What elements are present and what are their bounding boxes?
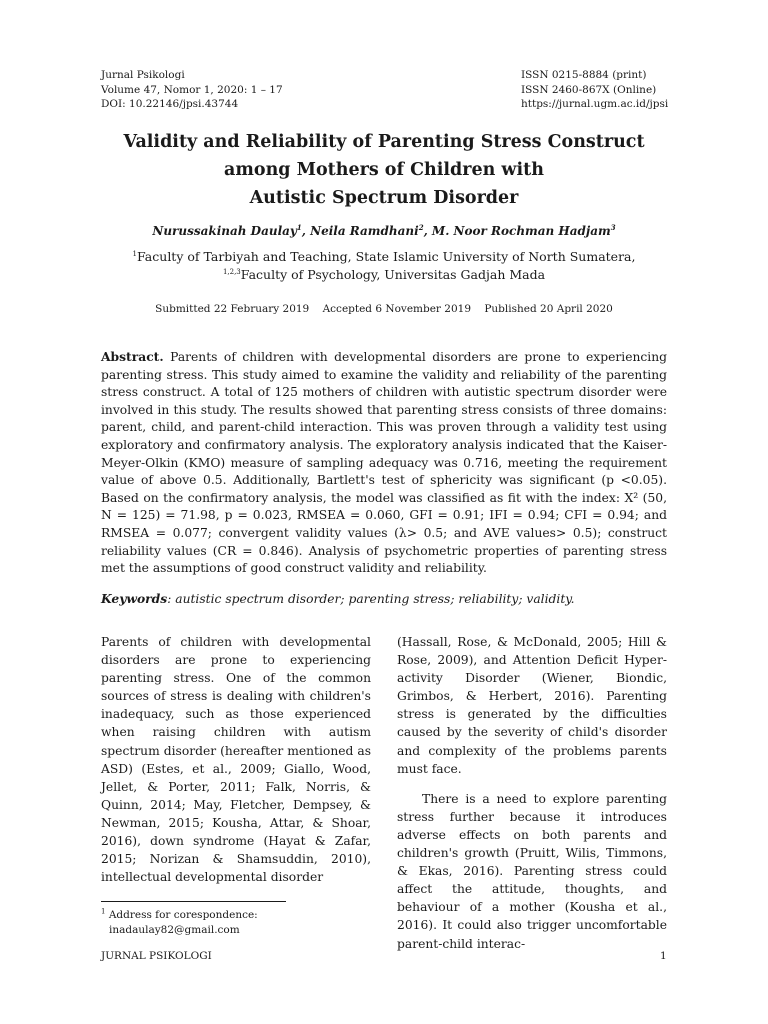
accepted-date: Accepted 6 November 2019 xyxy=(322,303,472,315)
affiliation-text: Faculty of Tarbiyah and Teaching, State Islamic University of North Sumatera, xyxy=(136,249,636,264)
body-column-right xyxy=(397,633,667,953)
abstract xyxy=(101,348,667,578)
journal-volume: Volume 47, Nomor 1, 2020: 1 – 17 xyxy=(101,83,283,96)
footnote-divider xyxy=(101,901,286,902)
affiliation-mark: 1 xyxy=(132,249,137,258)
abstract-label: Abstract. xyxy=(101,349,164,364)
footnote-label: Address for corespondence: xyxy=(108,909,258,921)
submitted-date: Submitted 22 February 2019 xyxy=(155,303,310,315)
page-number: 1 xyxy=(660,950,667,962)
body-paragraph: (Hassall, Rose, & McDonald, 2005; Hill & Rose, 2009), and Attention Deficit Hyper-activity Disorder (Wiener, Biondic, Grimbos, & Herbert, 2016). Parenting stress is generated by the difficulties caused by the severity of child's disorder and complexity of the problems parents must face. xyxy=(397,635,667,776)
body-column-left xyxy=(101,633,371,886)
keywords xyxy=(101,591,667,606)
issn-print: ISSN 0215-8884 (print) xyxy=(521,69,647,81)
affiliation-mark: 1,2,3 xyxy=(222,267,241,276)
author-name: M. Noor Rochman Hadjam xyxy=(431,224,611,238)
author-affiliation-mark: 2 xyxy=(418,223,424,232)
footnote-mark: 1 xyxy=(101,907,106,916)
journal-name: Jurnal Psikologi xyxy=(101,69,185,81)
body-paragraph: Parents of children with developmental disorders are prone to experiencing parenting stress. One of the common sources of stress is dealing with children's inadequacy, such as those experienced when raising children with autism spectrum disorder (hereafter mentioned as ASD) (Estes, et al., 2009; Giallo, Wood, Jellet, & Porter, 2011; Falk, Norris, & Quinn, 2014; May, Fletcher, Dempsey, & Newman, 2015; Kousha, Attar, & Shoar, 2016), down syndrome (Hayat & Zafar, 2015; Norizan & Shamsuddin, 2010), intellectual developmental disorder xyxy=(101,635,371,885)
author-name: Nurussakinah Daulay xyxy=(152,224,297,238)
keywords-text: : autistic spectrum disorder; parenting stress; reliability; validity. xyxy=(167,592,575,606)
journal-url[interactable]: https://jurnal.ugm.ac.id/jpsi xyxy=(521,98,669,111)
footnote xyxy=(101,908,258,937)
affiliation-1 xyxy=(80,249,688,264)
publication-dates xyxy=(80,303,688,315)
affiliation-2 xyxy=(80,267,688,282)
author-separator: , xyxy=(301,224,311,238)
author-affiliation-mark: 1 xyxy=(296,223,302,232)
affiliation-text: Faculty of Psychology, Universitas Gadjah Mada xyxy=(240,267,546,282)
published-date: Published 20 April 2020 xyxy=(484,303,613,315)
title-line-1: Validity and Reliability of Parenting Stress Construct xyxy=(123,132,645,152)
body-paragraph: There is a need to explore parenting stress further because it introduces adverse effects on both parents and children's growth (Pruitt, Wilis, Timmons, & Ekas, 2016). Parenting stress could affect the attitude, thoughts, and behaviour of a mother (Kousha et al., 2016). It could also trigger uncomfortable parent-child interac- xyxy=(397,791,667,951)
issn-online: ISSN 2460-867X (Online) xyxy=(521,83,657,96)
author-list xyxy=(80,224,688,238)
title-line-3: Autistic Spectrum Disorder xyxy=(249,188,519,208)
journal-header-left xyxy=(101,68,283,112)
author-separator: , xyxy=(423,224,432,238)
paper-title xyxy=(80,128,688,212)
footer-journal-name: JURNAL PSIKOLOGI xyxy=(101,950,212,962)
journal-header-right xyxy=(521,68,668,112)
footnote-email[interactable]: inadaulay82@gmail.com xyxy=(109,923,240,936)
abstract-text: Parents of children with developmental disorders are prone to experiencing parenting stress. This study aimed to examine the validity and reliability of the parenting stress construct. A total of 125 mothers of children with autistic spectrum disorder were involved in this study. The results showed that parenting stress consists of three domains: parent, child, and parent-child interaction. This was proven through a validity test using exploratory and confirmatory analysis. The exploratory analysis indicated that the Kaiser-Meyer-Olkin (KMO) measure of sampling adequacy was 0.716, meeting the requirement value of above 0.5. Additionally, Bartlett's test of sphericity was significant (p <0.05). Based on the confirmatory analysis, the model was classified as fit with the index: X² (50, N = 125) = 71.98, p = 0.023, RMSEA = 0.060, GFI = 0.91; IFI = 0.94; CFI = 0.94; and RMSEA = 0.077; convergent validity values (λ> 0.5; and AVE values> 0.5); construct reliability values (CR = 0.846). Analysis of psychometric properties of parenting stress met the assumptions of good construct validity and reliability. xyxy=(101,350,667,576)
journal-doi: DOI: 10.22146/jpsi.43744 xyxy=(101,98,239,111)
author-name: Neila Ramdhani xyxy=(310,224,419,238)
title-line-2: among Mothers of Children with xyxy=(224,160,544,180)
author-affiliation-mark: 3 xyxy=(610,223,616,232)
keywords-label: Keywords xyxy=(101,591,168,606)
